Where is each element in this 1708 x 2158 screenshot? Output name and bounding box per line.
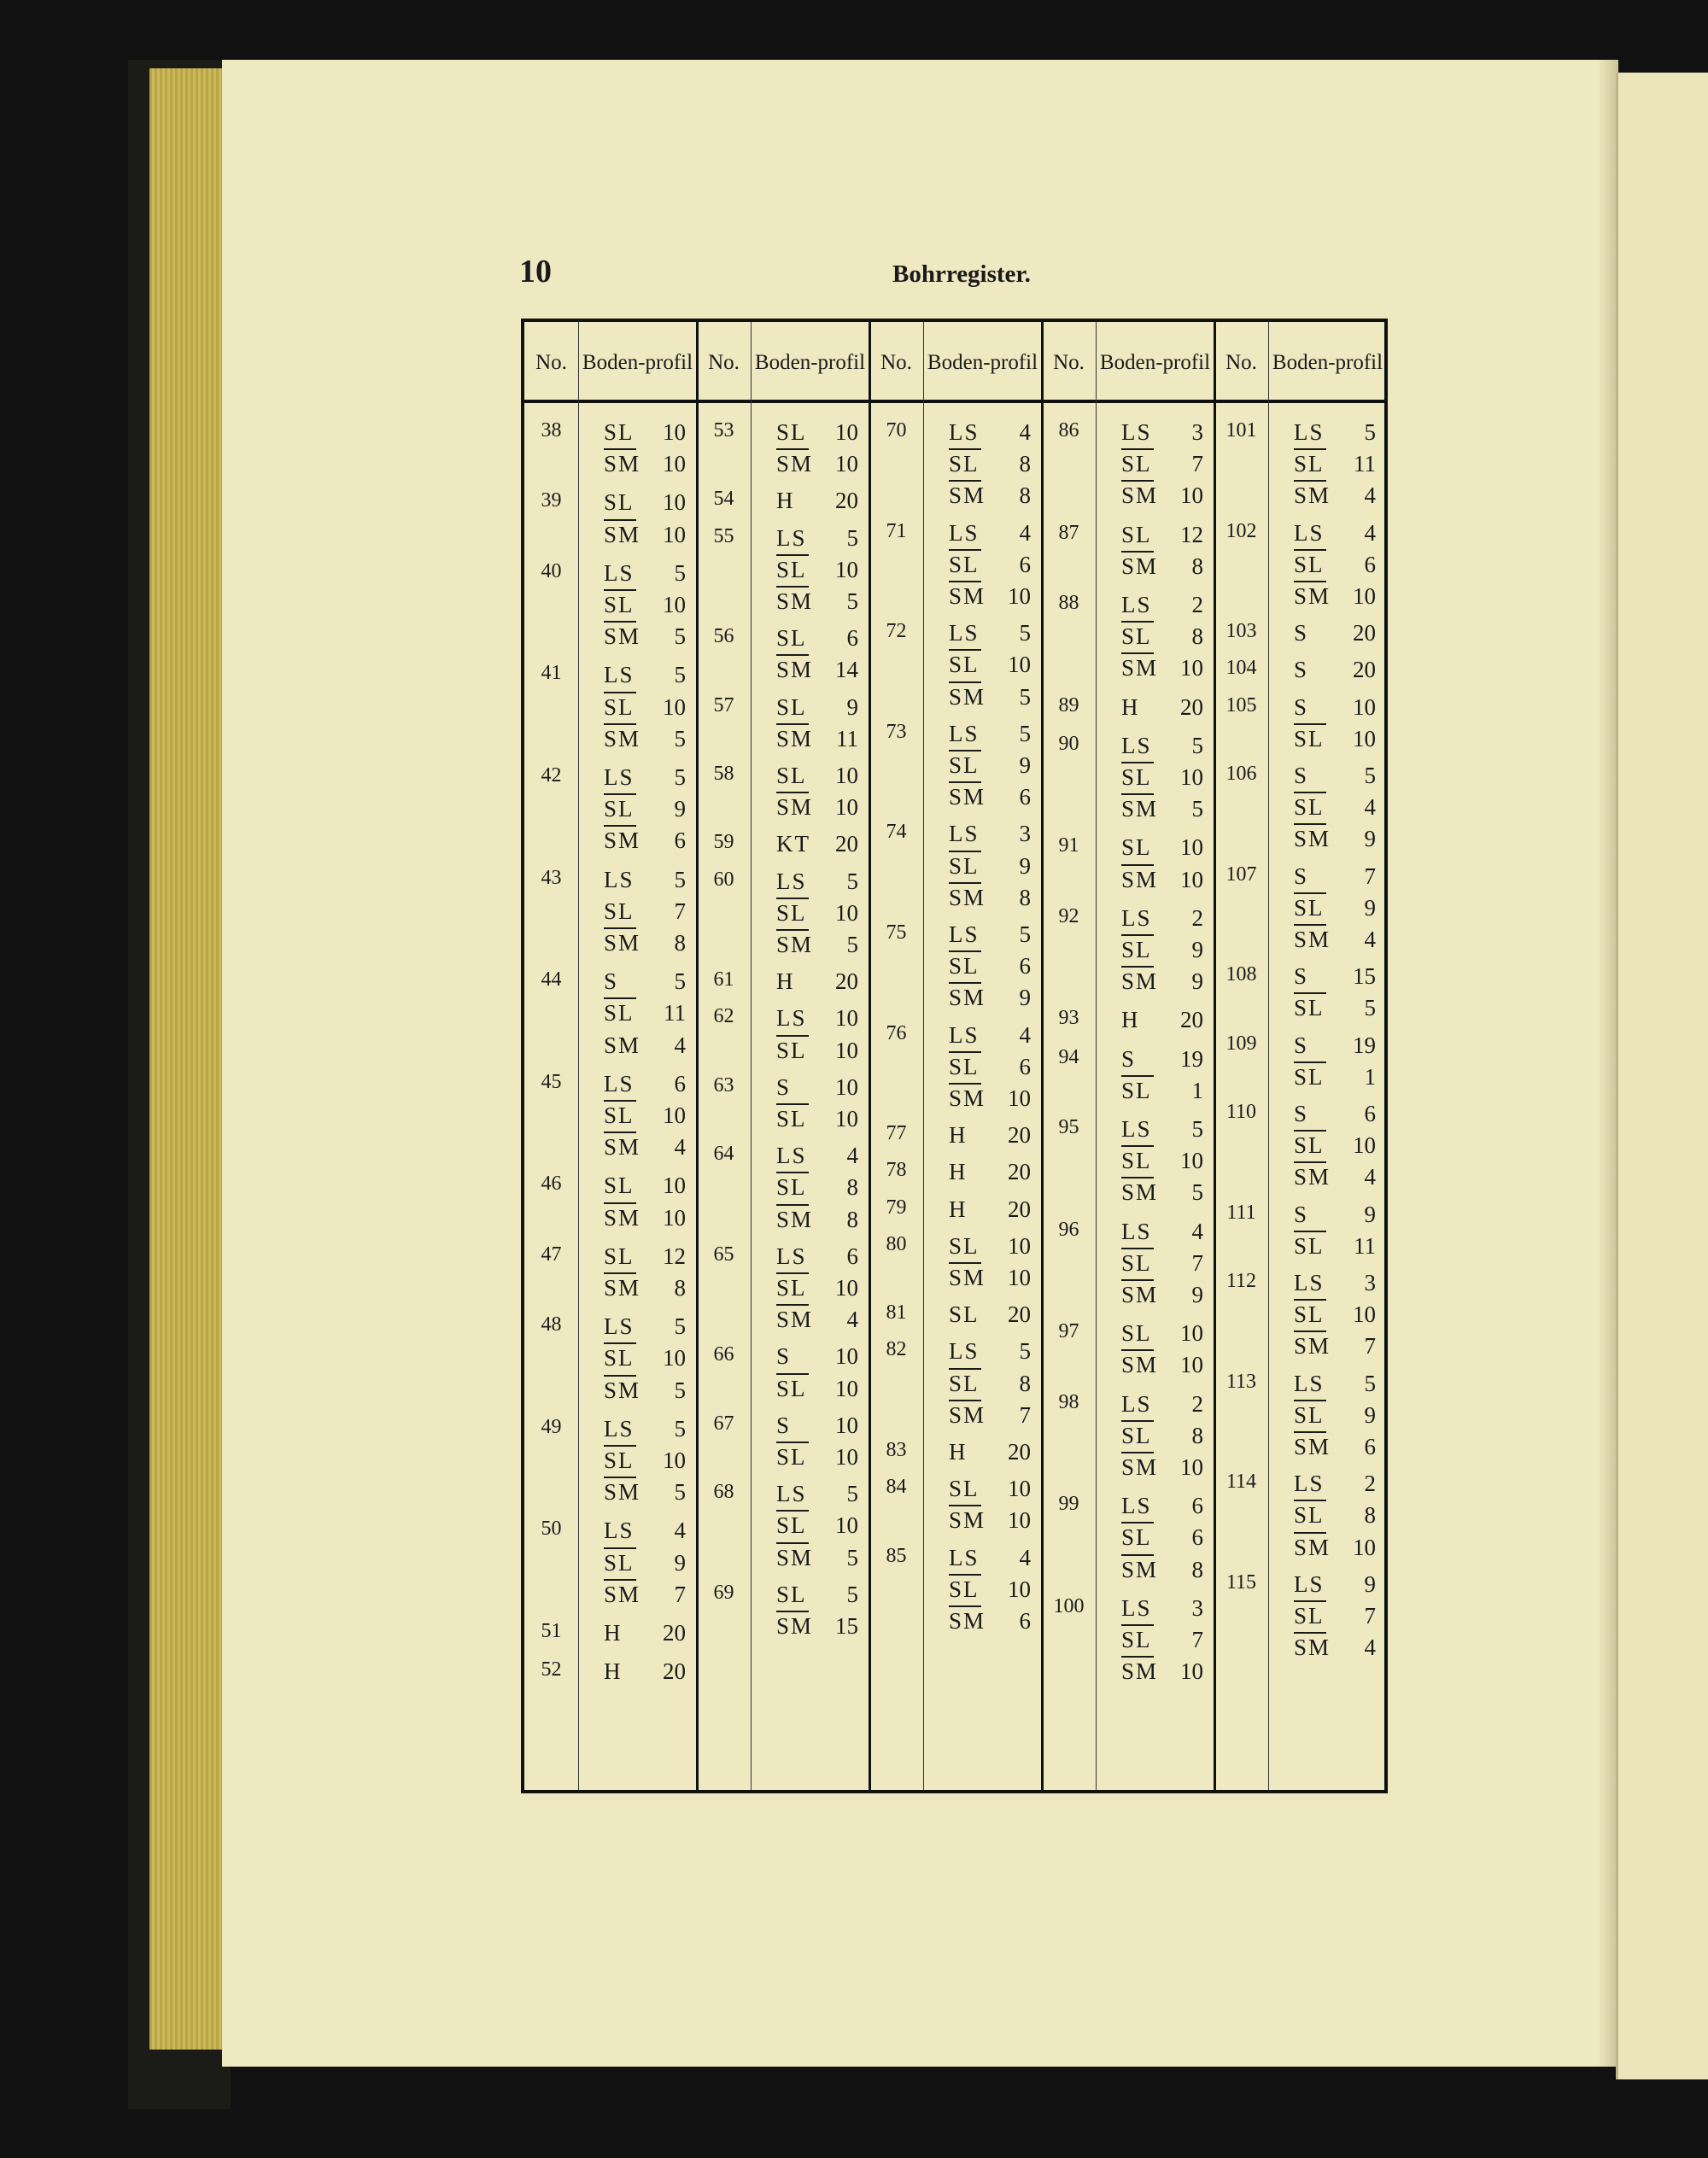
soil-layer: S 20 (1294, 620, 1376, 646)
soil-layer: SL 10 (776, 1512, 858, 1539)
boring-number: 86 (1058, 419, 1079, 442)
header-bodenprofil: Boden- profil (1099, 350, 1211, 374)
soil-layer: S 19 (1121, 1045, 1203, 1072)
soil-layer: SL 20 (949, 1301, 1031, 1328)
boring-number: 75 (886, 921, 907, 944)
soil-layer: SL 10 (776, 419, 858, 445)
soil-layer: LS 2 (1121, 1390, 1203, 1417)
boring-number: 115 (1225, 1570, 1257, 1594)
boring-number: 106 (1225, 763, 1257, 785)
soil-layer: SL 10 (776, 763, 858, 788)
boring-number: 109 (1225, 1032, 1257, 1055)
soil-layer: LS 3 (1121, 1594, 1203, 1621)
soil-layer: S 20 (1294, 657, 1376, 683)
boring-number: 41 (541, 662, 562, 685)
soil-layer: LS 5 (604, 866, 686, 892)
soil-layer: SM 5 (776, 932, 858, 958)
soil-layer: LS 5 (949, 921, 1031, 947)
soil-layer: H 20 (604, 1658, 686, 1685)
soil-layer: SL 10 (604, 1345, 686, 1371)
boring-number: 55 (713, 524, 734, 547)
boring-number: 65 (713, 1243, 734, 1266)
boring-number: 73 (886, 720, 907, 743)
soil-layer: S 10 (776, 1412, 858, 1438)
soil-layer: SM 10 (1121, 655, 1203, 681)
boring-number: 49 (541, 1415, 562, 1438)
soil-layer: SL 9 (1294, 1402, 1376, 1429)
soil-layer: LS 5 (1121, 732, 1203, 758)
soil-layer: SM 4 (776, 1307, 858, 1333)
soil-layer: H 20 (776, 488, 858, 514)
boring-number: 111 (1226, 1201, 1256, 1224)
soil-layer: SL 5 (1294, 995, 1376, 1021)
soil-layer: SL 10 (1294, 1132, 1376, 1159)
soil-layer: SM 10 (949, 1507, 1031, 1534)
soil-layer: SM 10 (1121, 1454, 1203, 1481)
boring-number: 105 (1225, 693, 1257, 716)
header-no: No. (1053, 350, 1085, 374)
table-header (524, 322, 1384, 403)
soil-layer: SM 10 (604, 1205, 686, 1231)
boring-number: 95 (1058, 1116, 1079, 1138)
soil-layer: SM 8 (604, 1275, 686, 1301)
soil-layer: SM 9 (1121, 968, 1203, 995)
soil-layer: SL 9 (1121, 937, 1203, 963)
header-bodenprofil: Boden- profil (927, 350, 1038, 374)
soil-layer: SM 5 (1121, 1179, 1203, 1206)
boring-number: 99 (1058, 1493, 1079, 1516)
soil-layer: SL 10 (604, 1447, 686, 1474)
soil-layer: SL 10 (949, 652, 1031, 678)
boring-number: 114 (1225, 1471, 1257, 1494)
boring-number: 48 (541, 1313, 562, 1336)
soil-layer: SM 10 (604, 522, 686, 548)
boring-number: 43 (541, 866, 562, 889)
boring-number: 101 (1225, 419, 1257, 442)
boring-number: 72 (886, 620, 907, 643)
boring-number: 85 (886, 1544, 907, 1567)
soil-layer: LS 5 (604, 1415, 686, 1442)
header-no: No. (535, 350, 567, 374)
soil-layer: SM 8 (1121, 1557, 1203, 1583)
soil-layer: SL 10 (776, 900, 858, 927)
boring-number: 40 (541, 559, 562, 582)
boring-number: 66 (713, 1343, 734, 1366)
soil-layer: SM 5 (604, 726, 686, 752)
soil-layer: SM 7 (949, 1402, 1031, 1429)
column-divider (578, 322, 579, 1790)
soil-layer: SM 9 (949, 985, 1031, 1011)
soil-layer: SL 10 (949, 1576, 1031, 1603)
soil-layer: SM 9 (1294, 826, 1376, 852)
soil-layer: S 10 (1294, 693, 1376, 720)
soil-layer: SL 9 (949, 853, 1031, 880)
soil-layer: LS 3 (949, 821, 1031, 847)
soil-layer: SL 10 (1294, 726, 1376, 752)
soil-layer: SL 6 (949, 1054, 1031, 1080)
soil-layer: LS 2 (1121, 592, 1203, 617)
boring-number: 110 (1225, 1101, 1257, 1123)
soil-layer: LS 6 (776, 1243, 858, 1269)
soil-layer: SL 10 (776, 1106, 858, 1132)
soil-layer: SM 10 (1121, 1658, 1203, 1685)
soil-layer: SL 8 (776, 1174, 858, 1201)
soil-layer: S 5 (604, 968, 686, 995)
soil-layer: SM 10 (949, 583, 1031, 610)
soil-layer: SL 10 (1121, 1320, 1203, 1347)
boring-number: 97 (1058, 1320, 1079, 1343)
boring-number: 64 (713, 1143, 734, 1166)
soil-layer: H 20 (776, 968, 858, 995)
soil-layer: LS 4 (604, 1518, 686, 1544)
boring-number: 107 (1225, 863, 1257, 886)
soil-layer: SM 5 (604, 1377, 686, 1404)
boring-number: 62 (713, 1005, 734, 1028)
boring-number: 53 (713, 419, 734, 442)
soil-layer: SL 10 (604, 1102, 686, 1129)
soil-layer: SM 10 (1294, 1535, 1376, 1561)
soil-layer: SM 14 (776, 657, 858, 683)
boring-number: 70 (886, 419, 907, 442)
boring-number: 104 (1225, 657, 1257, 680)
soil-layer: SM 8 (1121, 553, 1203, 580)
boring-number: 68 (713, 1481, 734, 1504)
soil-layer: H 20 (604, 1620, 686, 1646)
soil-layer: SM 5 (776, 1545, 858, 1571)
boring-number: 82 (886, 1338, 907, 1361)
soil-layer: SL 9 (604, 1550, 686, 1576)
boring-number: 58 (713, 763, 734, 785)
boring-number: 76 (886, 1021, 907, 1044)
soil-layer: S 5 (1294, 763, 1376, 788)
soil-layer: SL 9 (776, 693, 858, 720)
page-number: 10 (519, 254, 552, 289)
soil-layer: SM 4 (1294, 927, 1376, 953)
boring-number: 89 (1058, 693, 1079, 716)
soil-layer: SM 10 (1121, 1352, 1203, 1378)
soil-layer: SL 6 (1294, 552, 1376, 578)
soil-layer: SM 8 (604, 930, 686, 956)
column-divider (1268, 322, 1269, 1790)
soil-layer: SM 10 (1121, 482, 1203, 509)
column-divider (751, 322, 752, 1790)
running-head: Bohrregister. (892, 260, 1031, 288)
boring-number: 100 (1053, 1594, 1085, 1617)
soil-layer: LS 5 (1294, 419, 1376, 445)
soil-layer: LS 4 (949, 1021, 1031, 1048)
soil-layer: SM 4 (1294, 482, 1376, 509)
soil-layer: SL 6 (949, 552, 1031, 578)
soil-layer: SL 7 (1294, 1603, 1376, 1629)
boring-number: 44 (541, 968, 562, 991)
soil-layer: S 15 (1294, 963, 1376, 990)
soil-layer: SL 7 (1121, 1250, 1203, 1277)
soil-layer: SL 10 (776, 1275, 858, 1301)
soil-layer: KT 20 (776, 831, 858, 857)
header-no: No. (1225, 350, 1257, 374)
soil-layer: SL 10 (1294, 1301, 1376, 1328)
soil-layer: LS 9 (1294, 1570, 1376, 1597)
soil-layer: SL 10 (949, 1476, 1031, 1502)
soil-layer: SM 15 (776, 1613, 858, 1640)
soil-layer: SM 5 (949, 684, 1031, 711)
soil-layer: SL 10 (604, 592, 686, 618)
boring-number: 39 (541, 489, 562, 512)
boring-number: 57 (713, 693, 734, 716)
soil-layer: SL 10 (1121, 1148, 1203, 1174)
soil-layer: SM 7 (1294, 1333, 1376, 1360)
soil-layer: SL 11 (1294, 451, 1376, 477)
boring-number: 52 (541, 1658, 562, 1681)
soil-layer: SL 12 (1121, 521, 1203, 547)
soil-layer: LS 5 (604, 764, 686, 790)
soil-layer: SM 10 (776, 794, 858, 821)
header-bodenprofil: Boden- profil (1272, 350, 1383, 374)
soil-layer: LS 3 (1121, 419, 1203, 445)
soil-layer: SM 8 (776, 1207, 858, 1233)
soil-layer: SM 4 (1294, 1635, 1376, 1661)
soil-layer: SM 5 (604, 623, 686, 650)
boring-number: 77 (886, 1122, 907, 1145)
soil-layer: LS 4 (949, 1544, 1031, 1570)
soil-layer: SL 10 (604, 694, 686, 721)
soil-layer: LS 5 (604, 662, 686, 688)
soil-layer: LS 2 (1294, 1471, 1376, 1497)
soil-layer: SM 10 (949, 1085, 1031, 1112)
soil-layer: LS 6 (604, 1070, 686, 1097)
soil-layer: SM 10 (604, 451, 686, 477)
soil-layer: SL 1 (1294, 1064, 1376, 1091)
soil-layer: SL 10 (1121, 834, 1203, 861)
boring-number: 92 (1058, 904, 1079, 927)
soil-layer: S 7 (1294, 863, 1376, 889)
soil-layer: SM 4 (604, 1134, 686, 1161)
soil-layer: SL 10 (776, 1038, 858, 1064)
soil-layer: SM 8 (949, 482, 1031, 509)
soil-layer: LS 5 (1294, 1370, 1376, 1396)
boring-number: 51 (541, 1620, 562, 1642)
soil-layer: SL 8 (949, 1371, 1031, 1397)
facing-page (1616, 73, 1708, 2079)
boring-number: 103 (1225, 620, 1257, 643)
boring-number: 90 (1058, 732, 1079, 755)
soil-layer: SM 4 (1294, 1164, 1376, 1190)
soil-layer: SL 10 (776, 1444, 858, 1471)
soil-layer: SM 10 (1294, 583, 1376, 610)
soil-layer: S 9 (1294, 1201, 1376, 1227)
soil-layer: SL 5 (776, 1581, 858, 1607)
soil-layer: LS 4 (1121, 1218, 1203, 1244)
soil-layer: SL 7 (1121, 1627, 1203, 1653)
soil-layer: LS 5 (949, 1338, 1031, 1365)
soil-layer: H 20 (949, 1122, 1031, 1149)
soil-layer: SM 6 (1294, 1434, 1376, 1460)
boring-number: 69 (713, 1581, 734, 1604)
boring-number: 83 (886, 1439, 907, 1461)
soil-layer: SM 6 (949, 784, 1031, 810)
boring-number: 84 (886, 1476, 907, 1499)
boring-number: 38 (541, 419, 562, 442)
soil-layer: SM 10 (776, 451, 858, 477)
soil-layer: H 20 (1121, 1007, 1203, 1033)
soil-layer: LS 5 (776, 524, 858, 551)
soil-layer: SL 7 (604, 898, 686, 924)
soil-layer: SM 4 (604, 1032, 686, 1058)
soil-layer: SL 10 (949, 1232, 1031, 1259)
boring-number: 61 (713, 968, 734, 991)
boring-number: 54 (713, 488, 734, 511)
boring-number: 112 (1225, 1270, 1257, 1292)
header-bodenprofil: Boden- profil (582, 350, 693, 374)
boring-number: 79 (886, 1196, 907, 1219)
boring-number: 67 (713, 1412, 734, 1435)
boring-number: 56 (713, 625, 734, 648)
soil-layer: SL 4 (1294, 794, 1376, 821)
boring-number: 94 (1058, 1045, 1079, 1068)
soil-layer: SM 6 (949, 1608, 1031, 1635)
soil-layer: H 20 (1121, 693, 1203, 720)
soil-layer: SL 6 (776, 625, 858, 652)
soil-layer: LS 4 (949, 419, 1031, 445)
header-no: No. (708, 350, 740, 374)
soil-layer: LS 6 (1121, 1493, 1203, 1519)
soil-layer: S 10 (776, 1073, 858, 1100)
soil-layer: LS 4 (1294, 519, 1376, 546)
boring-number: 113 (1225, 1370, 1257, 1393)
boring-number: 87 (1058, 521, 1079, 544)
boring-number: 91 (1058, 834, 1079, 857)
soil-layer: SL 10 (776, 1376, 858, 1402)
bohrregister-table (521, 319, 1388, 1793)
soil-layer: S 10 (776, 1343, 858, 1370)
soil-layer: SL 6 (1121, 1524, 1203, 1551)
boring-number: 71 (886, 519, 907, 542)
soil-layer: SM 5 (1121, 796, 1203, 822)
boring-number: 47 (541, 1243, 562, 1266)
boring-number: 88 (1058, 592, 1079, 614)
soil-layer: LS 5 (604, 559, 686, 586)
soil-layer: SM 5 (776, 588, 858, 615)
soil-layer: LS 10 (776, 1005, 858, 1032)
boring-number: 63 (713, 1073, 734, 1097)
soil-layer: SL 11 (1294, 1233, 1376, 1260)
soil-layer: LS 2 (1121, 904, 1203, 931)
boring-number: 78 (886, 1159, 907, 1182)
soil-layer: SL 9 (1294, 895, 1376, 921)
soil-layer: LS 5 (949, 720, 1031, 746)
soil-layer: S 19 (1294, 1032, 1376, 1058)
soil-layer: SL 8 (1294, 1502, 1376, 1529)
soil-layer: S 6 (1294, 1101, 1376, 1126)
soil-layer: LS 5 (776, 868, 858, 894)
soil-layer: SM 9 (1121, 1282, 1203, 1308)
boring-number: 45 (541, 1070, 562, 1093)
boring-number: 93 (1058, 1007, 1079, 1030)
boring-number: 42 (541, 764, 562, 787)
soil-layer: SL 6 (949, 953, 1031, 980)
soil-layer: H 20 (949, 1159, 1031, 1185)
boring-number: 102 (1225, 519, 1257, 542)
soil-layer: SL 8 (949, 451, 1031, 477)
soil-layer: LS 3 (1294, 1270, 1376, 1295)
boring-number: 74 (886, 821, 907, 844)
soil-layer: SL 9 (949, 752, 1031, 779)
soil-layer: SL 12 (604, 1243, 686, 1269)
soil-layer: SL 11 (604, 1000, 686, 1026)
soil-layer: LS 4 (776, 1143, 858, 1169)
soil-layer: SM 5 (604, 1479, 686, 1506)
soil-layer: SL 8 (1121, 1423, 1203, 1449)
boring-number: 98 (1058, 1390, 1079, 1413)
boring-number: 60 (713, 868, 734, 891)
soil-layer: SL 9 (604, 796, 686, 822)
soil-layer: H 20 (949, 1439, 1031, 1465)
soil-layer: SL 8 (1121, 623, 1203, 650)
soil-layer: SM 7 (604, 1582, 686, 1608)
column-divider (923, 322, 924, 1790)
soil-layer: H 20 (949, 1196, 1031, 1222)
soil-layer: SL 10 (604, 1173, 686, 1199)
soil-layer: LS 5 (949, 620, 1031, 646)
soil-layer: SM 8 (949, 885, 1031, 911)
soil-layer: LS 4 (949, 519, 1031, 546)
soil-layer: SL 10 (604, 419, 686, 445)
boring-number: 108 (1225, 963, 1257, 986)
boring-number: 81 (886, 1301, 907, 1325)
soil-layer: LS 5 (1121, 1116, 1203, 1142)
soil-layer: LS 5 (776, 1481, 858, 1507)
boring-number: 80 (886, 1232, 907, 1255)
boring-number: 96 (1058, 1218, 1079, 1241)
boring-number: 50 (541, 1518, 562, 1541)
soil-layer: SM 6 (604, 828, 686, 854)
soil-layer: SM 10 (949, 1265, 1031, 1291)
page-edges (149, 68, 226, 2050)
header-no: No. (880, 350, 912, 374)
soil-layer: SM 10 (1121, 867, 1203, 893)
soil-layer: SL 10 (1121, 764, 1203, 791)
header-bodenprofil: Boden- profil (754, 350, 866, 374)
soil-layer: SL 10 (776, 557, 858, 583)
column-divider (1096, 322, 1097, 1790)
boring-number: 59 (713, 831, 734, 854)
soil-layer: SL 1 (1121, 1078, 1203, 1104)
boring-number: 46 (541, 1173, 562, 1196)
soil-layer: LS 5 (604, 1313, 686, 1340)
soil-layer: SL 7 (1121, 451, 1203, 477)
soil-layer: SL 10 (604, 489, 686, 516)
soil-layer: SM 11 (776, 726, 858, 752)
